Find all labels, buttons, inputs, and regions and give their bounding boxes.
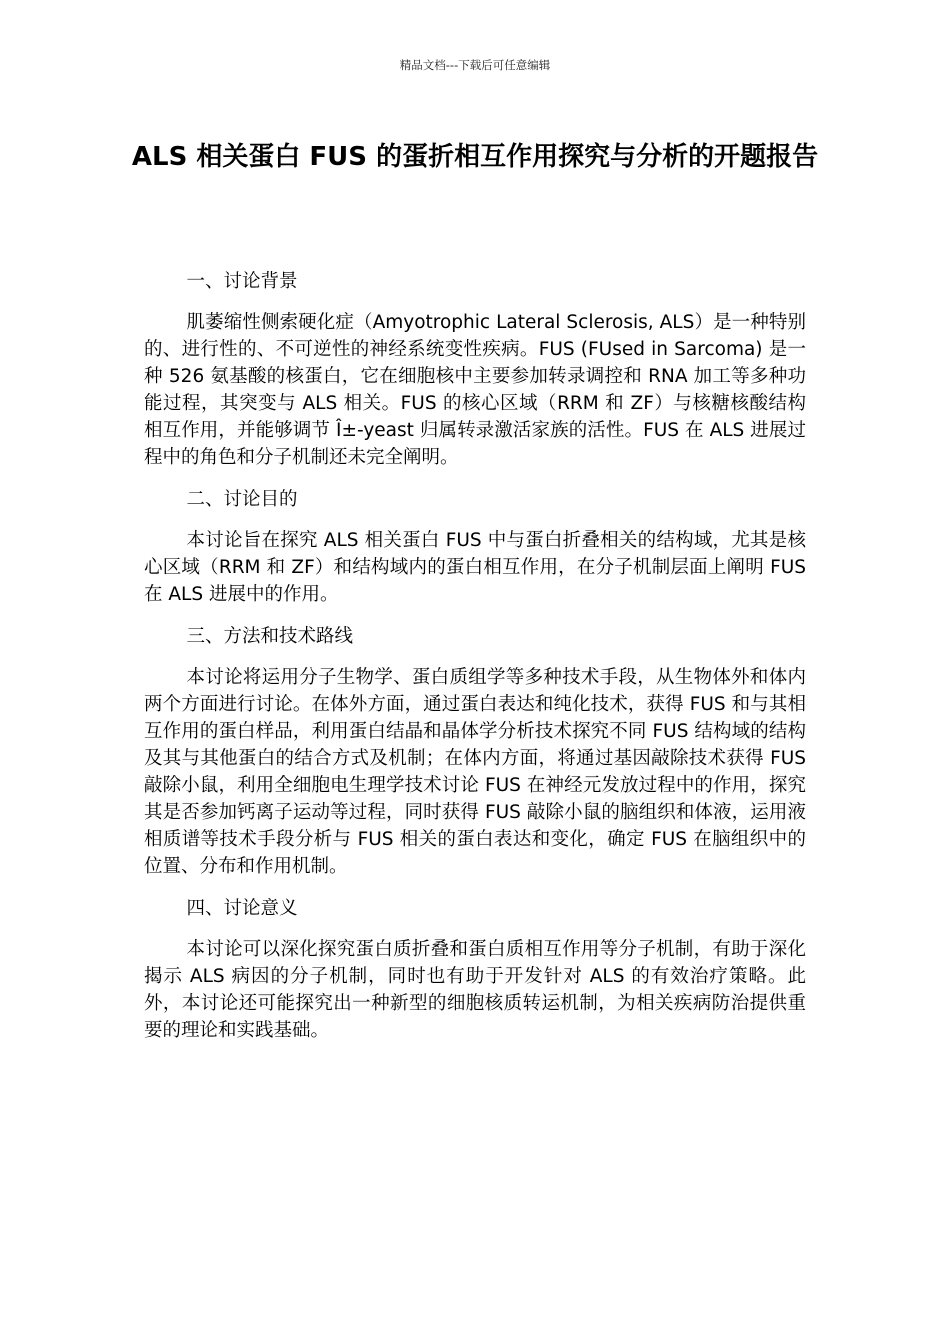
section-paragraph: 本讨论可以深化探究蛋白质折叠和蛋白质相互作用等分子机制，有助于深化揭示 ALS 病因的分子机制，同时也有助于开发针对 ALS 的有效治疗策略。此外，本讨论还可能探究出一种新型的细胞核质转运机制，为相关疾病防治提供重要的理论和实践基础。: [144, 939, 806, 1041]
section-heading: 三、方法和技术路线: [186, 626, 354, 647]
section-methods: [144, 623, 806, 880]
section-paragraph: 本讨论将运用分子生物学、蛋白质组学等多种技术手段，从生物体外和体内两个方面进行讨论。在体外方面，通过蛋白表达和纯化技术，获得 FUS 和与其相互作用的蛋白样品，利用蛋白结晶和晶体学分析技术探究不同 FUS 结构域的结构及其与其他蛋白的结合方式及机制；在体内方面，将通过基因敲除技术获得 FUS 敲除小鼠，利用全细胞电生理学技术讨论 FUS 在神经元发放过程中的作用，探究其是否参加钙离子运动等过程，同时获得 FUS 敲除小鼠的脑组织和体液，运用液相质谱等技术手段分析与 FUS 相关的蛋白表达和变化，确定 FUS 在脑组织中的位置、分布和作用机制。: [144, 667, 806, 877]
section-heading: 四、讨论意义: [186, 898, 298, 919]
section-background: [144, 268, 806, 471]
section-significance: [144, 895, 806, 1044]
section-paragraph: 本讨论旨在探究 ALS 相关蛋白 FUS 中与蛋白折叠相关的结构域，尤其是核心区域（RRM 和 ZF）和结构域内的蛋白相互作用，在分子机制层面上阐明 FUS 在 ALS 进展中的作用。: [144, 530, 806, 605]
document-title: ALS 相关蛋白 FUS 的蛋折相互作用探究与分析的开题报告: [131, 142, 819, 172]
section-heading: 二、讨论目的: [186, 489, 298, 510]
section-purpose: [144, 486, 806, 608]
section-paragraph: 肌萎缩性侧索硬化症（Amyotrophic Lateral Sclerosis, ALS）是一种特别的、进行性的、不可逆性的神经系统变性疾病。FUS (FUsed in Sarcoma) 是一种 526 氨基酸的核蛋白，它在细胞核中主要参加转录调控和 RNA 加工等多种功能过程，其突变与 ALS 相关。FUS 的核心区域（RRM 和 ZF）与核糖核酸结构相互作用，并能够调节 Î±-yeast 归属转录激活家族的活性。FUS 在 ALS 进展过程中的角色和分子机制还未完全阐明。: [144, 312, 806, 468]
section-heading: 一、讨论背景: [186, 271, 298, 292]
document-body: [144, 268, 806, 1059]
page-header: 精品文档---下载后可任意编辑: [399, 58, 551, 72]
